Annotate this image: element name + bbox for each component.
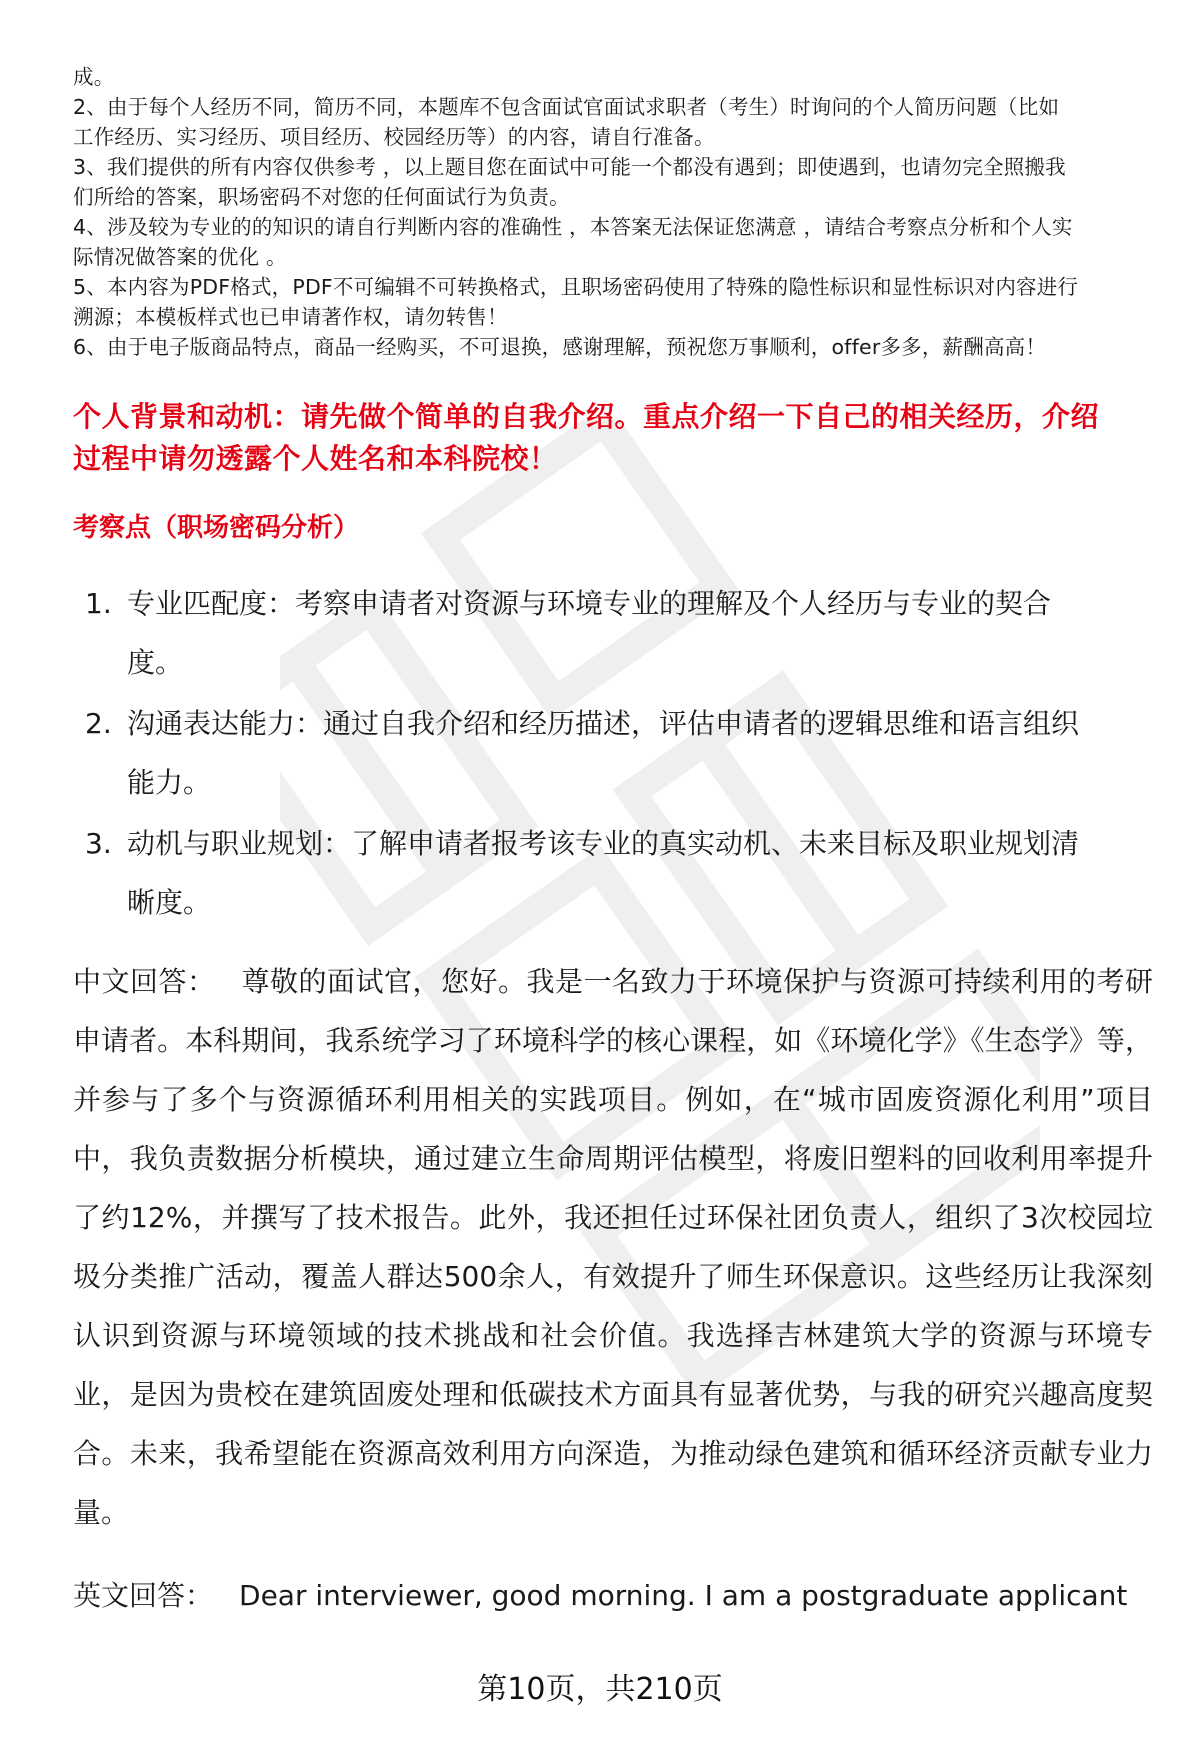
note-line: 工作经历、实习经历、项目经历、校园经历等）的内容，请自行准备。 [73, 125, 715, 149]
list-item-line: 能力。 [127, 766, 212, 799]
note-line: 4、涉及较为专业的的知识的请自行判断内容的准确性 ，本答案无法保证您满意 ，请结合考察点分析和个人实 [73, 215, 1073, 239]
chinese-answer-label: 中文回答： [73, 965, 216, 998]
english-answer-text: Dear interviewer, good morning. I am a postgraduate applicant [239, 1579, 1128, 1612]
list-number: 1. [85, 587, 112, 620]
points-heading: 考察点（职场密码分析） [73, 513, 360, 543]
question-line: 个人背景和动机：请先做个简单的自我介绍。重点介绍一下自己的相关经历，介绍 [73, 400, 1100, 433]
note-line: 际情况做答案的优化 。 [73, 245, 287, 269]
note-line: 2、由于每个人经历不同，简历不同，本题库不包含面试官面试求职者（考生）时询问的个人简历问题（比如 [73, 95, 1060, 119]
list-number: 2. [85, 707, 112, 740]
chinese-answer-text: 尊敬的面试官，您好。我是一名致力于环境保护与资源可持续利用的考研申请者。本科期间，我系统学习了环境科学的核心课程，如《环境化学》《生态学》等，并参与了多个与资源循环利用相关的实践项目。例如，在“城市固废资源化利用”项目中，我负责数据分析模块，通过建立生命周期评估模型，将废旧塑料的回收利用率提升了约12%，并撰写了技术报告。此外，我还担任过环保社团负责人，组织了3次校园垃圾分类推广活动，覆盖人群达500余人，有效提升了师生环保意识。这些经历让我深刻认识到资源与环境领域的技术挑战和社会价值。我选择吉林建筑大学的资源与环境专业，是因为贵校在建筑固废处理和低碳技术方面具有显著优势，与我的研究兴趣高度契合。未来，我希望能在资源高效利用方向深造，为推动绿色建筑和循环经济贡献专业力量。 [73, 965, 1153, 1529]
note-line: 5、本内容为PDF格式，PDF不可编辑不可转换格式，且职场密码使用了特殊的隐性标识和显性标识对内容进行 [73, 275, 1079, 299]
page-number: 第10页，共210页 [477, 1672, 723, 1707]
list-item-line: 动机与职业规划：了解申请者报考该专业的真实动机、未来目标及职业规划清 [127, 827, 1080, 860]
notes-section [73, 62, 1153, 362]
document-page [73, 62, 1153, 1625]
list-item-line: 专业匹配度：考察申请者对资源与环境专业的理解及个人经历与专业的契合 [127, 587, 1052, 620]
list-item-line: 晰度。 [127, 886, 212, 919]
note-line: 成。 [73, 65, 115, 89]
note-line: 3、我们提供的所有内容仅供参考 ，以上题目您在面试中可能一个都没有遇到；即使遇到，也请勿完全照搬我 [73, 155, 1066, 179]
list-item [73, 574, 1153, 692]
list-number: 3. [85, 827, 112, 860]
note-line: 们所给的答案，职场密码不对您的任何面试行为负责。 [73, 185, 570, 209]
list-item-line: 度。 [127, 646, 184, 679]
question-line: 过程中请勿透露个人姓名和本科院校！ [73, 442, 558, 475]
english-answer-label: 英文回答： [73, 1579, 214, 1612]
note-line: 溯源；本模板样式也已申请著作权，请勿转售！ [73, 305, 508, 329]
interview-question [73, 396, 1153, 480]
english-answer [73, 1566, 1153, 1625]
chinese-answer [73, 952, 1153, 1542]
note-line: 6、由于电子版商品特点，商品一经购买，不可退换，感谢理解，预祝您万事顺利，offer多多，薪酬高高！ [73, 335, 1047, 359]
list-item [73, 814, 1153, 932]
list-item-line: 沟通表达能力：通过自我介绍和经历描述，评估申请者的逻辑思维和语言组织 [127, 707, 1080, 740]
assessment-points [73, 574, 1153, 932]
list-item [73, 694, 1153, 812]
